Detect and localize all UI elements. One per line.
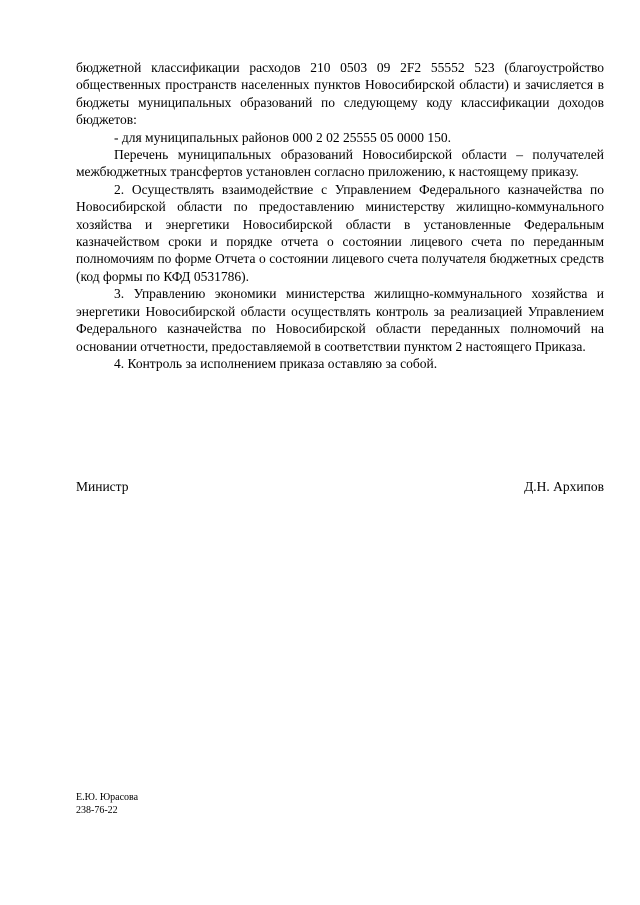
executor-block: [76, 792, 138, 817]
paragraph-item-4: 4. Контроль за исполнением приказа оставляю за собой.: [114, 355, 438, 371]
signer-position: Министр: [76, 479, 129, 494]
signature-block: [76, 478, 604, 495]
executor-name: Е.Ю. Юрасова: [76, 792, 139, 803]
document-body: [76, 59, 604, 372]
paragraph-kbk-continuation: бюджетной классификации расходов 210 0503 09 2F2 55552 523 (благоустройство общественных пространств населенных пунктов Новосибирской области) и зачисляется в бюджеты муниципальных образований по следующему коду классификации доходов бюджетов:: [76, 60, 604, 128]
paragraph-recipients-list: Перечень муниципальных образований Новосибирской области – получателей межбюджетных трансфертов установлен согласно приложению, к настоящему приказу.: [76, 147, 604, 180]
paragraph-item-3: 3. Управлению экономики министерства жилищно-коммунального хозяйства и энергетики Новосибирской области осуществлять контроль за реализацией Управлением Федерального казначейства по Новосибирской области переданных полномочий на основании отчетности, предоставляемой в соответствии пунктом 2 настоящего Приказа.: [76, 286, 604, 354]
paragraph-item-2: 2. Осуществлять взаимодействие с Управлением Федерального казначейства по Новосибирской области по предоставлению министерству жилищно-коммунального хозяйства и энергетики Новосибирской области в установленные Федеральным казначейством сроки и порядке отчета о состоянии лицевого счета по переданным полномочиям по форме Отчета о состоянии лицевого счета получателя бюджетных средств (код формы по КФД 0531786).: [76, 181, 604, 284]
paragraph-income-code: - для муниципальных районов 000 2 02 25555 05 0000 150.: [114, 129, 451, 145]
executor-phone: 238-76-22: [76, 804, 118, 816]
signer-name: Д.Н. Архипов: [524, 479, 604, 494]
